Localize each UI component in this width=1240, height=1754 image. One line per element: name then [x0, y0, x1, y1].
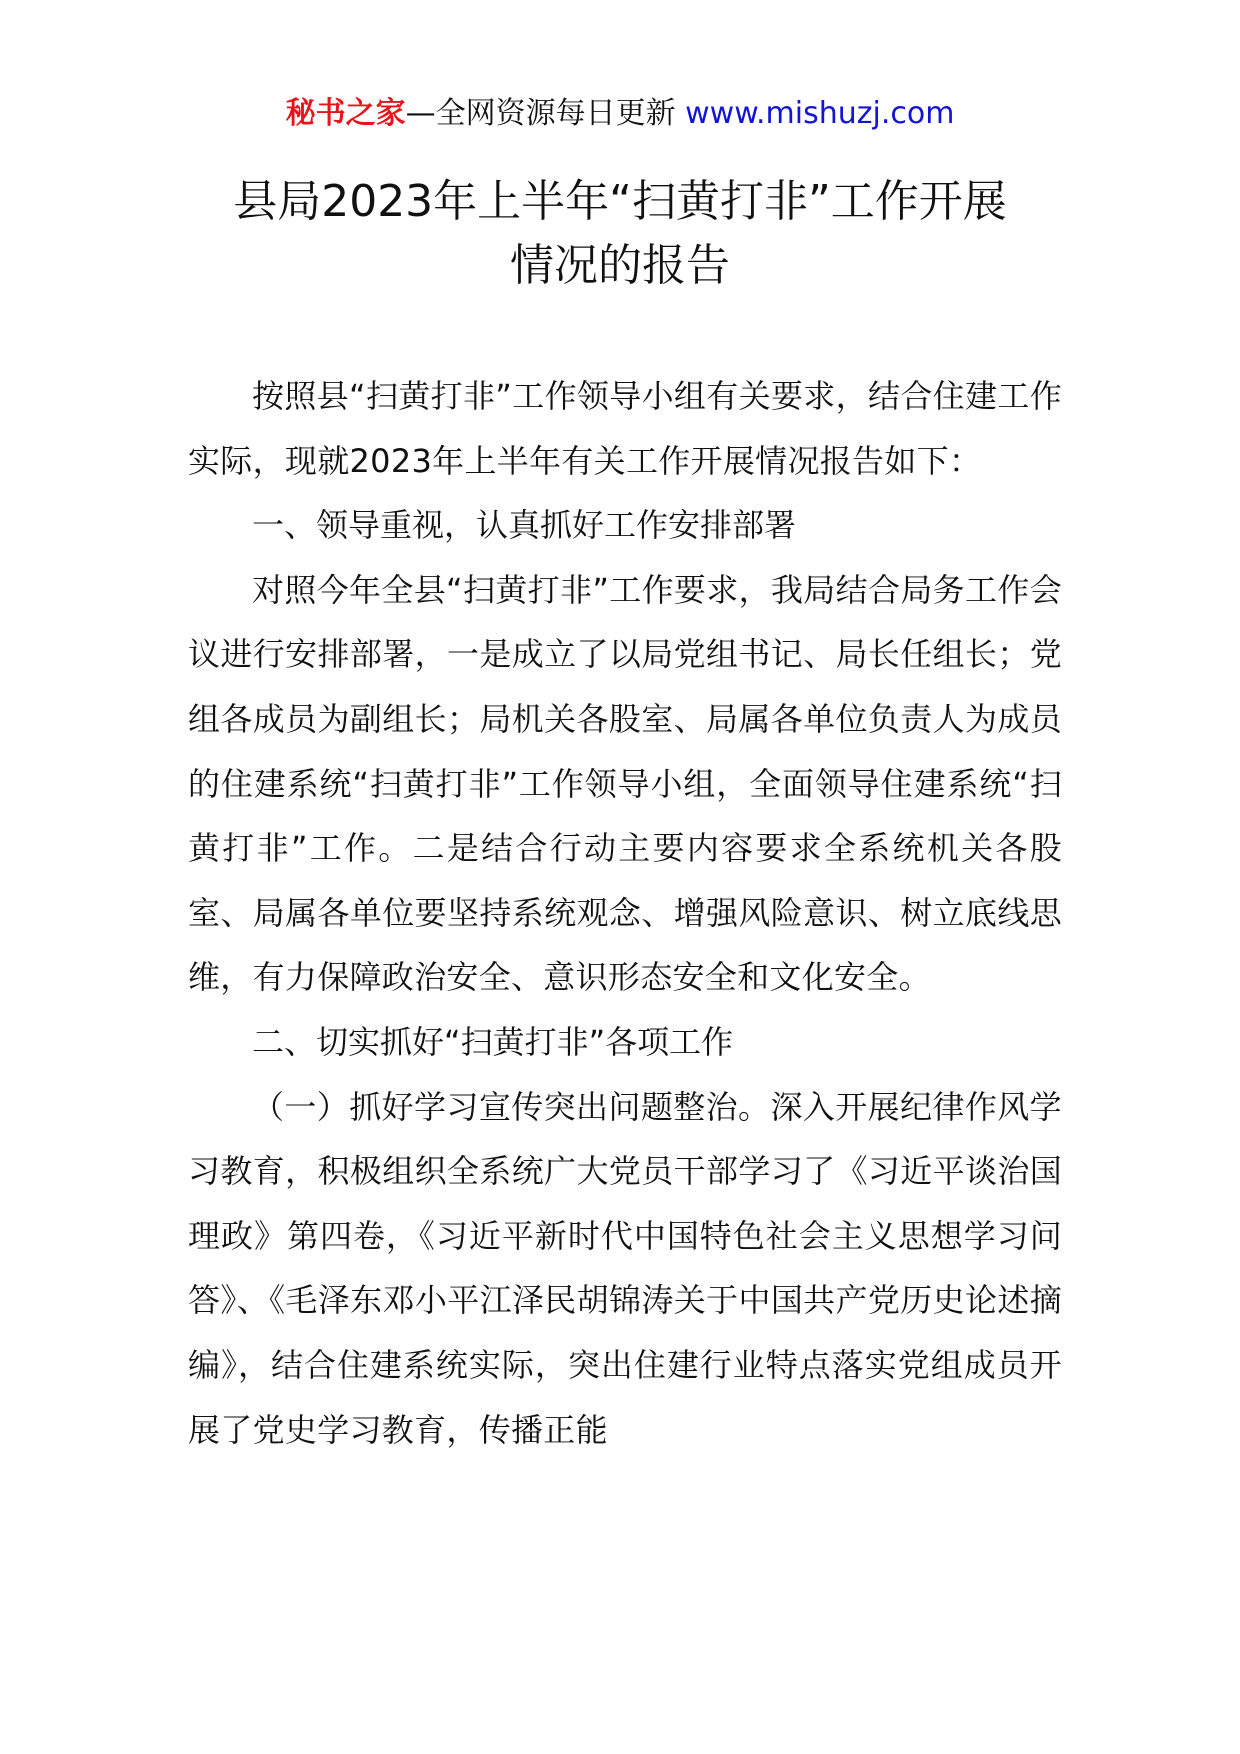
- title-line-1: 县局2023年上半年“扫黄打非”工作开展: [233, 176, 1007, 227]
- site-url-link[interactable]: www.mishuzj.com: [685, 96, 955, 131]
- document-body: [188, 364, 1062, 1462]
- section-1-paragraph: 对照今年全县“扫黄打非”工作要求，我局结合局务工作会议进行安排部署，一是成立了以局党组书记、局长任组长；党组各成员为副组长；局机关各股室、局属各单位负责人为成员的住建系统“扫黄打非”工作领导小组，全面领导住建系统“扫黄打非”工作。二是结合行动主要内容要求全系统机关各股室、局属各单位要坚持系统观念、增强风险意识、树立底线思维，有力保障政治安全、意识形态安全和文化安全。: [188, 570, 1062, 997]
- section-1-heading: 一、领导重视，认真抓好工作安排部署: [252, 506, 797, 545]
- header-tagline: —全网资源每日更新: [405, 96, 676, 131]
- section-2-paragraph: （一）抓好学习宣传突出问题整治。深入开展纪律作风学习教育，积极组织全系统广大党员干部学习了《习近平谈治国理政》第四卷，《习近平新时代中国特色社会主义思想学习问答》、《毛泽东邓小平江泽民胡锦涛关于中国共产党历史论述摘编》，结合住建系统实际，突出住建行业特点落实党组成员开展了党史学习教育，传播正能: [188, 1087, 1062, 1449]
- section-2-heading: 二、切实抓好“扫黄打非”各项工作: [252, 1022, 734, 1061]
- site-header: [0, 92, 1240, 136]
- document-title: [150, 170, 1090, 298]
- title-line-2: 情况的报告: [510, 240, 730, 291]
- brand-name: 秘书之家: [285, 96, 406, 131]
- intro-paragraph: 按照县“扫黄打非”工作领导小组有关要求，结合住建工作实际，现就2023年上半年有关工作开展情况报告如下：: [188, 377, 1062, 480]
